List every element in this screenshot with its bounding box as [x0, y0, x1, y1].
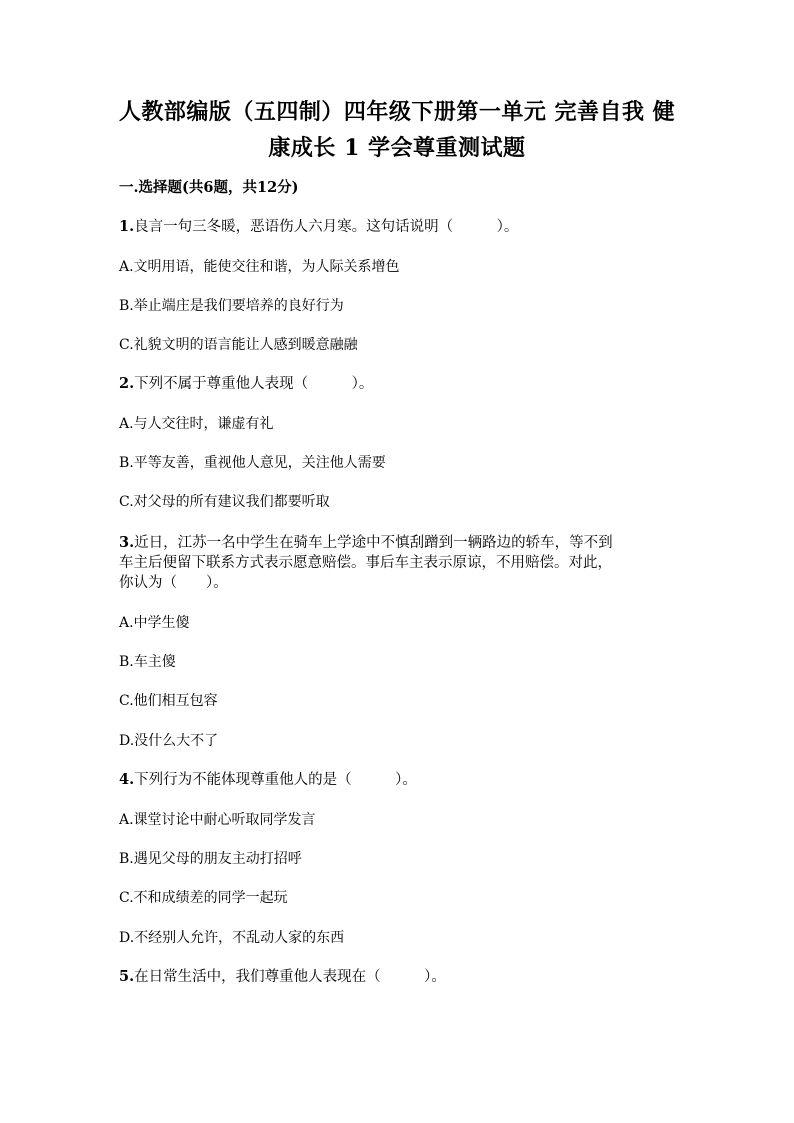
option-1a: A.文明用语，能使交往和谐，为人际关系增色	[119, 259, 400, 275]
option-4c: C.不和成绩差的同学一起玩	[119, 890, 288, 906]
option-3a: A.中学生傻	[119, 615, 190, 631]
question-3-line-3: 你认为（ ）。	[119, 575, 228, 591]
option-3c: C.他们相互包容	[119, 693, 218, 709]
question-stem: 下列不属于尊重他人表现（ ）。	[134, 376, 374, 392]
question-4	[119, 770, 679, 790]
option-2b: B.平等友善，重视他人意见，关注他人需要	[119, 455, 386, 471]
question-number: 3.	[119, 534, 135, 551]
question-3-line-2: 车主后便留下联系方式表示愿意赔偿。事后车主表示原谅，不用赔偿。对此，	[119, 555, 612, 571]
question-number: 1.	[119, 218, 135, 235]
option-2c: C.对父母的所有建议我们都要听取	[119, 494, 330, 510]
question-stem: 良言一句三冬暖，恶语伤人六月寒。这句话说明（ ）。	[134, 219, 519, 235]
option-1c: C.礼貌文明的语言能让人感到暖意融融	[119, 337, 358, 353]
question-3	[119, 533, 679, 553]
question-stem: 下列行为不能体现尊重他人的是（ ）。	[134, 772, 417, 788]
question-stem-line-1: 近日，江苏一名中学生在骑车上学途中不慎刮蹭到一辆路边的轿车，等不到	[134, 535, 613, 551]
section-heading: 一.选择题(共6题，共12分)	[119, 179, 299, 196]
question-5	[119, 967, 679, 987]
question-number: 4.	[119, 771, 135, 788]
option-2a: A.与人交往时，谦虚有礼	[119, 416, 274, 432]
question-number: 2.	[119, 375, 135, 392]
option-3d: D.没什么大不了	[119, 733, 219, 749]
question-2	[119, 374, 679, 394]
question-number: 5.	[119, 968, 135, 985]
option-3b: B.车主傻	[119, 654, 176, 670]
option-4d: D.不经别人允许，不乱动人家的东西	[119, 930, 345, 946]
option-4a: A.课堂讨论中耐心听取同学发言	[119, 812, 316, 828]
question-1	[119, 217, 679, 237]
question-stem: 在日常生活中，我们尊重他人表现在（ ）。	[134, 969, 446, 985]
document-title: 人教部编版（五四制）四年级下册第一单元 完善自我 健康成长 1 学会尊重测试题	[118, 99, 676, 161]
option-1b: B.举止端庄是我们要培养的良好行为	[119, 298, 344, 314]
option-4b: B.遇见父母的朋友主动打招呼	[119, 851, 302, 867]
